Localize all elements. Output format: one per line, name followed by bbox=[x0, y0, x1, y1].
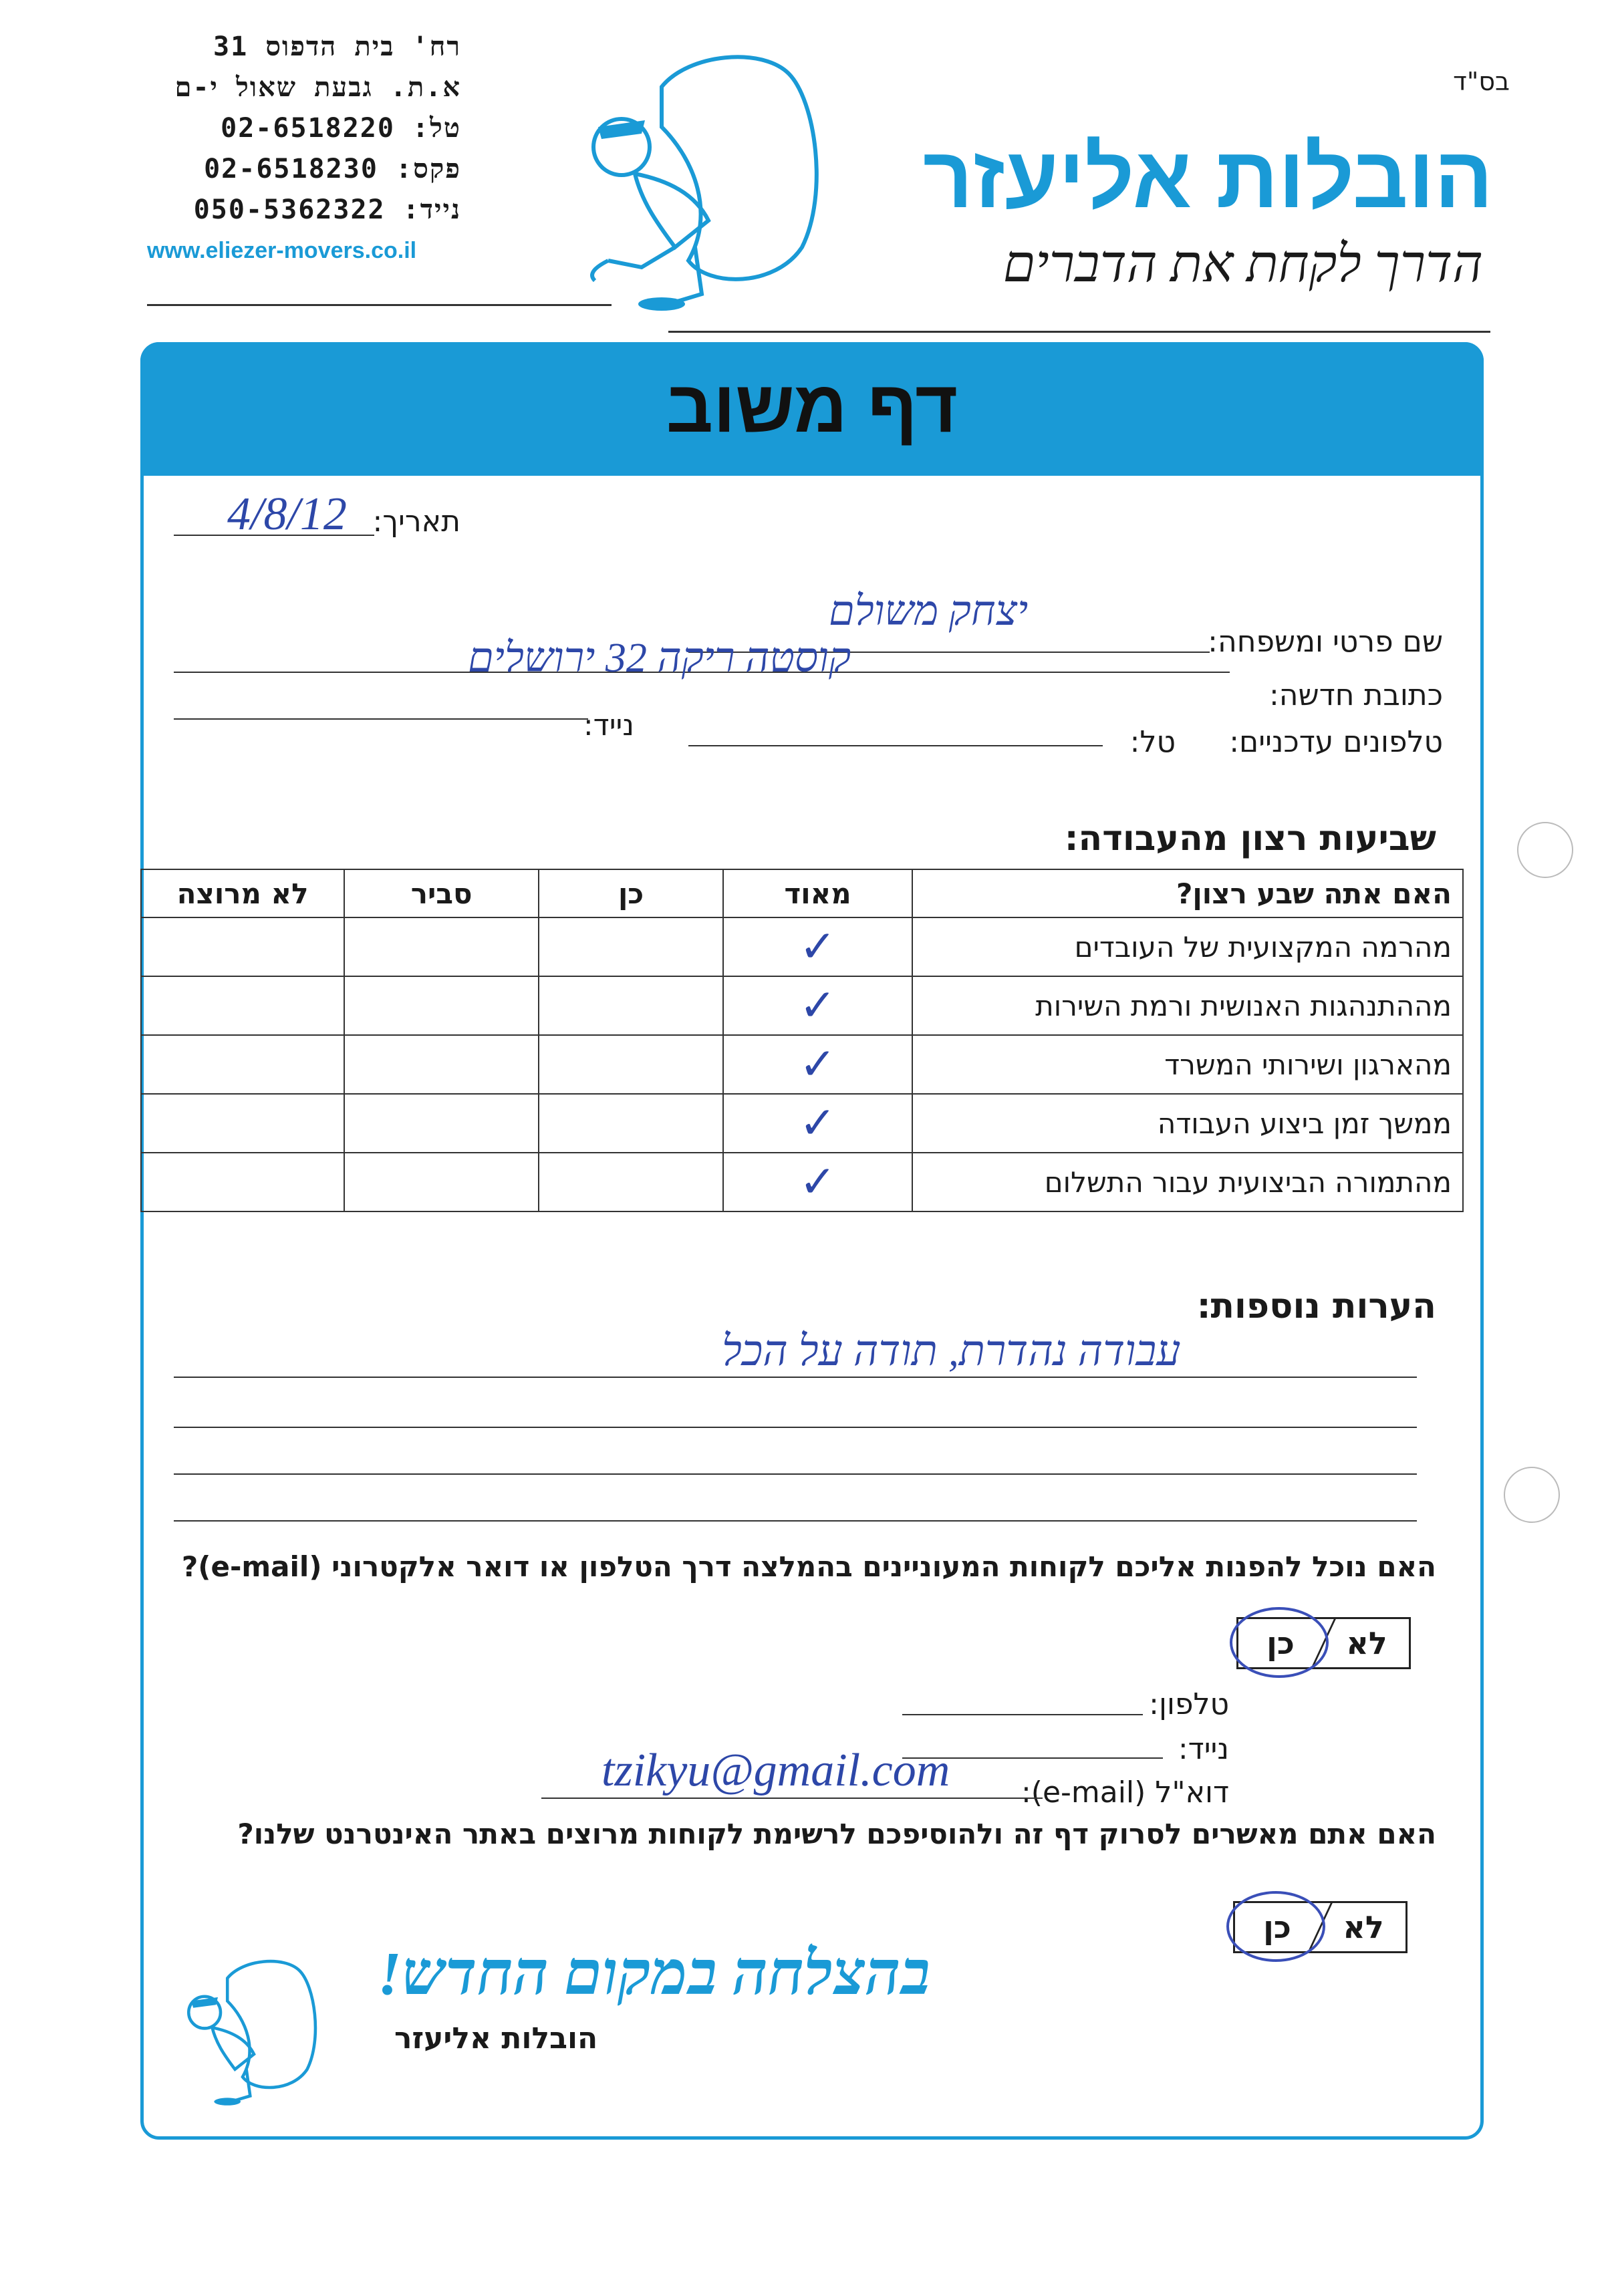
permission-phone-label: טלפון: bbox=[1149, 1687, 1229, 1721]
mover-mascot-icon bbox=[561, 47, 855, 314]
notes-value[interactable]: עבודה נהדרת, תודה על הכל bbox=[722, 1327, 1181, 1375]
company-name: הובלות אליעזר bbox=[922, 128, 1493, 226]
contact-yes-option[interactable]: כן bbox=[1266, 1625, 1295, 1661]
contact-yes-circle-mark bbox=[1230, 1607, 1329, 1678]
check-yes[interactable] bbox=[539, 917, 723, 976]
check-unsatisfied[interactable] bbox=[141, 1035, 344, 1094]
notes-line-1 bbox=[174, 1377, 1417, 1378]
address-label: כתובת חדשה: bbox=[1268, 678, 1443, 712]
check-very[interactable]: ✓ bbox=[723, 1094, 912, 1153]
row-question: ממשך זמן ביצוע העבודה bbox=[912, 1094, 1463, 1153]
contact-no-option[interactable]: לא bbox=[1346, 1625, 1387, 1661]
check-yes[interactable] bbox=[539, 1153, 723, 1211]
permission-email-label: דוא"ל (e-mail): bbox=[1021, 1775, 1229, 1810]
row-question: מהתמורה הביצועית עבור התשלום bbox=[912, 1153, 1463, 1211]
col-yes: כן bbox=[539, 869, 723, 917]
check-reasonable[interactable] bbox=[344, 1094, 539, 1153]
check-reasonable[interactable] bbox=[344, 976, 539, 1035]
mobile-line bbox=[174, 718, 588, 720]
satisfaction-table bbox=[140, 869, 1464, 1212]
check-very[interactable]: ✓ bbox=[723, 1153, 912, 1211]
website-no-option[interactable]: לא bbox=[1343, 1909, 1384, 1945]
tel-line bbox=[688, 745, 1103, 746]
notes-line-4 bbox=[174, 1520, 1417, 1522]
check-unsatisfied[interactable] bbox=[141, 1094, 344, 1153]
check-reasonable[interactable] bbox=[344, 1035, 539, 1094]
col-reasonable: סביר bbox=[344, 869, 539, 917]
col-very: מאוד bbox=[723, 869, 912, 917]
mover-mascot-small-icon bbox=[170, 1951, 338, 2112]
col-question: האם אתה שבע רצון? bbox=[912, 869, 1463, 917]
check-yes[interactable] bbox=[539, 1035, 723, 1094]
address-value[interactable]: קוסטה ריקה 32 ירושלים bbox=[468, 635, 851, 681]
slogan: הדרך לקחת את הדברים bbox=[1002, 235, 1483, 293]
binder-hole-top bbox=[1517, 822, 1573, 878]
row-question: מהארגון ושירותי המשרד bbox=[912, 1035, 1463, 1094]
binder-hole-bottom bbox=[1504, 1467, 1560, 1523]
address-line-1: רח' בית הדפוס 31 bbox=[213, 31, 461, 62]
table-row bbox=[141, 976, 1463, 1035]
contact-block bbox=[147, 27, 461, 271]
permission-mobile-label: נייד: bbox=[1178, 1732, 1229, 1766]
mobile-line: נייד: 050-5362322 bbox=[193, 194, 461, 225]
phone-line: טל: 02-6518220 bbox=[221, 113, 461, 144]
permission-email-line bbox=[541, 1798, 1043, 1799]
permission-phone-line bbox=[902, 1714, 1143, 1715]
notes-line-3 bbox=[174, 1473, 1417, 1475]
check-unsatisfied[interactable] bbox=[141, 1153, 344, 1211]
fax-line: פקס: 02-6518230 bbox=[204, 154, 461, 184]
check-yes[interactable] bbox=[539, 976, 723, 1035]
website-permission-question: האם אתם מאשרים לסרוק דף זה ולהוסיפכם לרשימת לקוחות מרוצים באתר האינטרנט שלנו? bbox=[237, 1818, 1436, 1850]
tel-label: טל: bbox=[1129, 725, 1176, 759]
header-divider-right bbox=[668, 331, 1490, 333]
check-very[interactable]: ✓ bbox=[723, 976, 912, 1035]
website-yes-circle-mark bbox=[1226, 1891, 1325, 1962]
row-question: מההתנהגות האנושית ורמת השירות bbox=[912, 976, 1463, 1035]
check-reasonable[interactable] bbox=[344, 1153, 539, 1211]
notes-line-2 bbox=[174, 1427, 1417, 1428]
closing-signature: הובלות אליעזר bbox=[394, 2021, 598, 2055]
date-label: תאריך: bbox=[372, 505, 460, 539]
check-unsatisfied[interactable] bbox=[141, 976, 344, 1035]
form-title: דף משוב bbox=[666, 366, 958, 448]
address-line-2: א.ת. גבעת שאול י-ם bbox=[174, 72, 461, 103]
header-divider-left bbox=[147, 304, 612, 306]
permission-email-value[interactable]: tzikyu@gmail.com bbox=[601, 1745, 950, 1796]
check-very[interactable]: ✓ bbox=[723, 1035, 912, 1094]
col-unsatisfied: לא מרוצה bbox=[141, 869, 344, 917]
check-unsatisfied[interactable] bbox=[141, 917, 344, 976]
table-row bbox=[141, 1035, 1463, 1094]
closing-wish: בהצלחה במקום החדש! bbox=[378, 1939, 930, 2007]
notes-title: הערות נוספות: bbox=[1196, 1286, 1436, 1326]
date-value[interactable]: 4/8/12 bbox=[227, 488, 347, 540]
table-row bbox=[141, 917, 1463, 976]
website-yes-option[interactable]: כן bbox=[1263, 1909, 1291, 1945]
table-row bbox=[141, 1153, 1463, 1211]
phones-label: טלפונים עדכניים: bbox=[1229, 725, 1443, 759]
mobile-label: נייד: bbox=[583, 708, 634, 742]
name-value[interactable]: יצחק משולם bbox=[829, 589, 1029, 634]
form-frame bbox=[140, 342, 1484, 2140]
check-reasonable[interactable] bbox=[344, 917, 539, 976]
table-row bbox=[141, 1094, 1463, 1153]
bsd-mark: בס"ד bbox=[1453, 67, 1510, 96]
name-label: שם פרטי ומשפחה: bbox=[1208, 625, 1443, 659]
row-question: מהרמה המקצועית של העובדים bbox=[912, 917, 1463, 976]
check-yes[interactable] bbox=[539, 1094, 723, 1153]
check-very[interactable]: ✓ bbox=[723, 917, 912, 976]
satisfaction-title: שביעות רצון מהעבודה: bbox=[1064, 819, 1436, 859]
contact-permission-question: האם נוכל להפנות אליכם לקוחות המעוניינים בהמלצה דרך הטלפון או דואר אלקטרוני (e-mail)? bbox=[181, 1550, 1436, 1583]
table-header-row bbox=[141, 869, 1463, 917]
website-link[interactable]: www.eliezer-movers.co.il bbox=[147, 238, 417, 263]
